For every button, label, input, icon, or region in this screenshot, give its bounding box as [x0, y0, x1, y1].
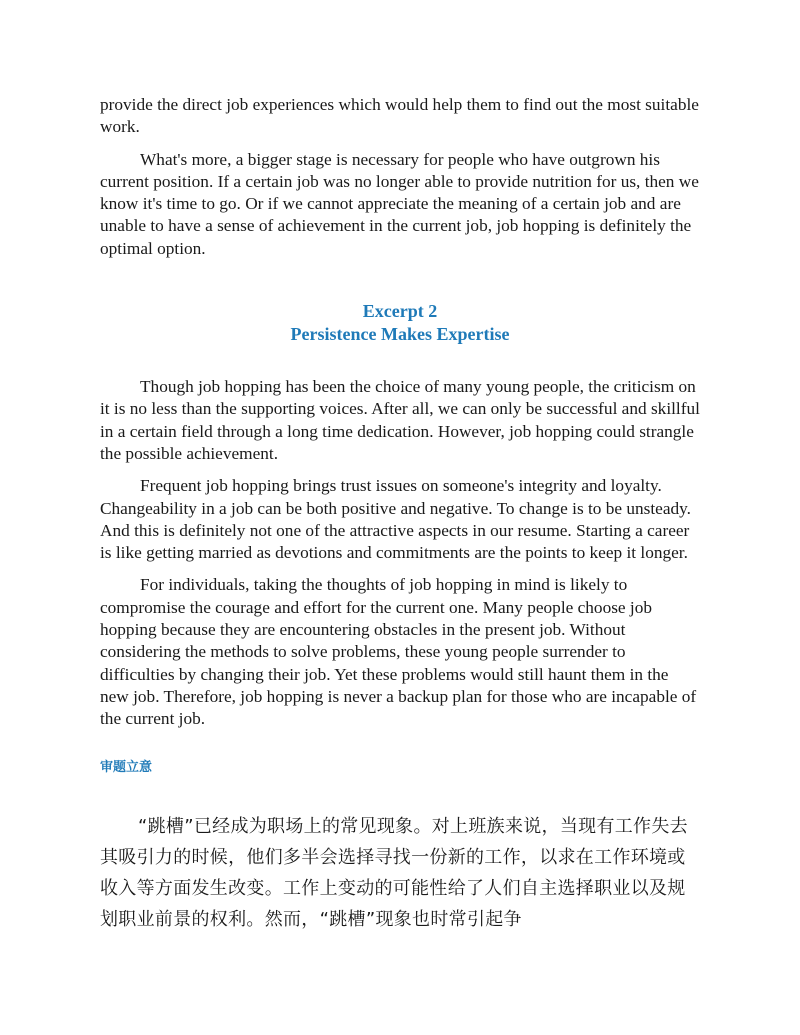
- section-label-analysis: 审题立意: [100, 759, 153, 775]
- paragraph-though: Though job hopping has been the choice of many young people, the criticism on it is no less than the supporting voices. After all, we can only be successful and skillful in a certain field through a long time dedication. However, job hopping could strangle the possible achievement.: [100, 377, 700, 463]
- paragraph-individuals: For individuals, taking the thoughts of job hopping in mind is likely to compromise the courage and effort for the current one. Many people choose job hopping because they are encountering obstacles in the present job. Without considering the methods to solve problems, these young people surrender to difficulties by changing their job. Yet these problems would still haunt them in the new job. Therefore, job hopping is never a backup plan for those who are incapable of the current job.: [100, 575, 697, 729]
- excerpt-title: Persistence Makes Expertise: [290, 324, 510, 345]
- paragraph-whats-more: What's more, a bigger stage is necessary for people who have outgrown his current position. If a certain job was no longer able to provide nutrition for us, then we know it's time to go. Or if we cannot appreciate the meaning of a certain job and are unable to have a sense of achievement in the current job, job hopping is definitely the optimal option.: [100, 149, 699, 258]
- document-page: [100, 94, 700, 953]
- paragraph-chinese: “跳槽”已经成为职场上的常见现象。对上班族来说，当现有工作失去其吸引力的时候，他们多半会选择寻找一份新的工作，以求在工作环境或收入等方面发生改变。工作上变动的可能性给了人们自主选择职业以及规划职业前景的权利。然而，“跳槽”现象也时常引起争: [100, 815, 688, 930]
- excerpt-label: Excerpt 2: [362, 301, 438, 322]
- paragraph-continuation: provide the direct job experiences which would help them to find out the most suitable work.: [100, 95, 699, 137]
- paragraph-frequent: Frequent job hopping brings trust issues on someone's integrity and loyalty. Changeability in a job can be both positive and negative. To change is to be unsteady. And this is definitely not one of the attractive aspects in our resume. Starting a career is like getting married as devotions and commitments are the points to keep it longer.: [100, 476, 692, 563]
- excerpt-heading: [100, 300, 700, 346]
